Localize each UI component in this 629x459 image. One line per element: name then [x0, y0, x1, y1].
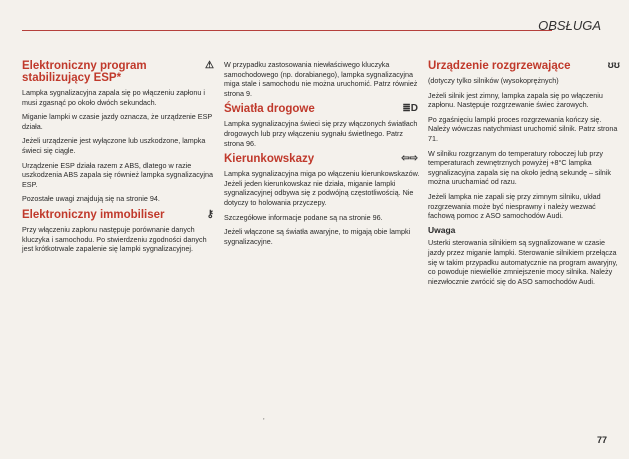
- turn-signal-title-text: Kierunkowskazy: [224, 153, 315, 166]
- page-number: 77: [596, 435, 607, 445]
- page-header-title: OBSŁUGA: [538, 18, 601, 33]
- glow-paragraph-3: Po zgaśnięciu lampki proces rozgrzewania kończy się. Należy wówczas natychmiast uruchomić silnik. Patrz strona 71.: [428, 114, 618, 143]
- glow-paragraph-2: Jeżeli silnik jest zimny, lampka zapala się po włączeniu zapłonu. Następuje rozgrzewanie świec żarowych.: [428, 90, 603, 110]
- immobiliser-title-text: Elektroniczny immobiliser: [22, 208, 165, 221]
- column-middle: [224, 60, 420, 251]
- esp-paragraph-2: Miganie lampki w czasie jazdy oznacza, że urządzenie ESP działa.: [22, 112, 213, 131]
- esp-title-text: Elektroniczny program stabilizujący ESP*: [22, 60, 147, 84]
- stray-mark: ,: [263, 415, 265, 421]
- car-key-icon: ⚷: [206, 208, 214, 220]
- high-beam-title: [224, 103, 420, 115]
- glow-plug-title: [428, 60, 622, 72]
- immobiliser-paragraph-1: Przy włączeniu zapłonu następuje porównanie danych kluczyka i samochodu. Po stwierdzeniu zgodności danych jest krótkotrwale zapalenie się lampki sygnalizacyjnej.: [22, 224, 207, 254]
- esp-paragraph-3: Jeżeli urządzenie jest wyłączone lub uszkodzone, lampka świeci się ciągle.: [22, 136, 206, 155]
- glow-paragraph-4: W silniku rozgrzanym do temperatury roboczej lub przy temperaturach zewnętrznych powyżej +8°C lampka sygnalizacyjna zapala się na około jedną sekundę – silnik można uruchamiać od razu.: [428, 148, 611, 187]
- esp-paragraph-5: Pozostałe uwagi znajdują się na stronie 94.: [22, 194, 160, 204]
- esp-warning-icon: ⚠: [205, 60, 214, 71]
- glow-plug-title-text: Urządzenie rozgrzewające: [428, 60, 571, 72]
- immobiliser-title: [22, 209, 216, 221]
- turn-signal-paragraph-2: Szczegółowe informacje podane są na stronie 96.: [224, 212, 383, 222]
- turn-signal-paragraph-1: Lampka sygnalizacyjna miga po włączeniu kierunkowskazów. Jeżeli jeden kierunkowskaz nie działa, miganie lampki sygnalizacyjnej odbywa się z podwójną częstotliwością. Nie dotyczy to holowania przyczepy.: [224, 169, 420, 207]
- glow-paragraph-1: (dotyczy tylko silników (wysokoprężnych): [428, 76, 559, 85]
- column-left: [22, 60, 216, 259]
- turn-signal-icon: ⇦⇨: [401, 153, 418, 165]
- note-heading: Uwaga: [428, 224, 456, 235]
- glow-paragraph-5: Jeżeli lampka nie zapali się przy zimnym silniku, układ rozgrzewania może być niesprawny i należy wezwać fachową pomoc z ASO samochodów Audi.: [428, 191, 601, 221]
- turn-signal-paragraph-3: Jeżeli włączone są światła awaryjne, to migają obie lampki sygnalizacyjne.: [224, 227, 411, 246]
- immobiliser-continuation: W przypadku zastosowania niewłaściwego kluczyka samochodowego (np. dorabianego), lampka sygnalizacyjna miga stale i samochodu nie można uruchomić. Patrz również strona 9.: [224, 60, 418, 98]
- esp-paragraph-1: Lampka sygnalizacyjna zapala się po włączeniu zapłonu i musi zgasnąć po około dwóch sekundach.: [22, 88, 205, 107]
- esp-title: [22, 60, 216, 84]
- note-paragraph: Usterki sterowania silnikiem są sygnalizowane w czasie jazdy przez miganie lampki. Sterowanie silnikiem przełącza się w takim przypadku automatycznie na program awaryjny, co powoduje niewielkie zmniejszenie mocy silnika. Należy niezwłocznie zwrócić się do ASO samochodów Audi.: [428, 238, 618, 286]
- turn-signal-title: [224, 153, 420, 165]
- high-beam-paragraph-1: Lampka sygnalizacyjna świeci się przy włączonych światłach drogowych lub przy włączeniu sygnału świetlnego. Patrz strona 96.: [224, 119, 418, 148]
- header-rule: [22, 30, 552, 31]
- esp-paragraph-4: Urządzenie ESP działa razem z ABS, dlatego w razie uszkodzenia ABS zapala się również lampka sygnalizacyjna ESP.: [22, 160, 213, 189]
- high-beam-title-text: Światła drogowe: [224, 103, 315, 116]
- column-right: [428, 60, 622, 291]
- high-beam-icon: ≣D: [402, 103, 418, 115]
- glow-plug-icon: ʊʊ: [607, 60, 620, 71]
